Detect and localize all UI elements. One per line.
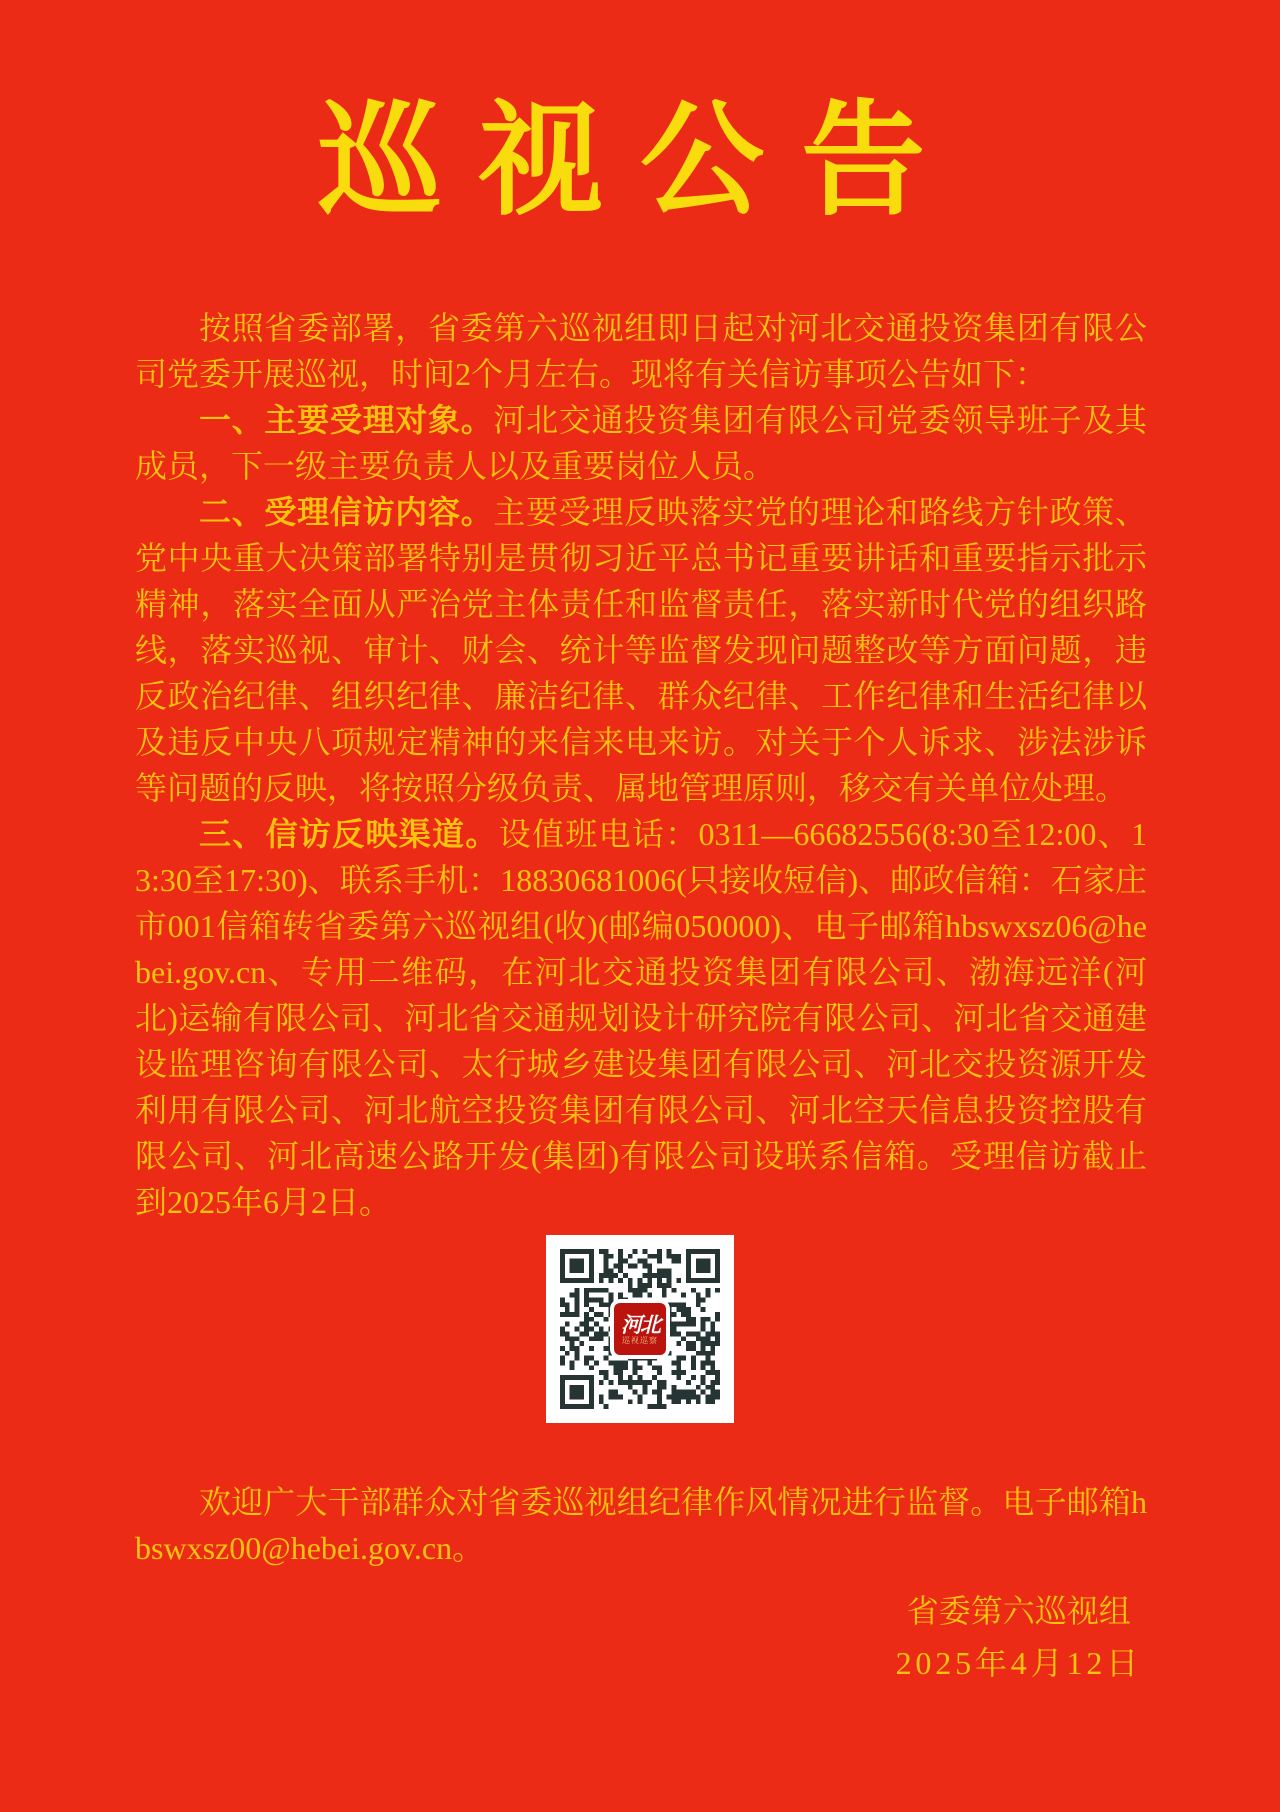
section-3-text: 设值班电话：0311—66682556(8:30至12:00、13:30至17:30)、联系手机：18830681006(只接收短信)、邮政信箱：石家庄市001信箱转省委第六巡视组(收)(邮编050000)、电子邮箱hbswxsz06@hebei.gov.cn、专用二维码，在河北交通投资集团有限公司、渤海远洋(河北)运输有限公司、河北省交通规划设计研究院有限公司、河北省交通建设监理咨询有限公司、太行城乡建设集团有限公司、河北交投资源开发利用有限公司、河北航空投资集团有限公司、河北空天信息投资控股有限公司、河北高速公路开发(集团)有限公司设联系信箱。受理信访截止到2025年6月2日。	[135, 816, 1147, 1221]
qr-logo-text-big: 河北	[621, 1313, 659, 1338]
qr-section	[0, 1235, 1280, 1423]
qr-center-logo	[614, 1303, 666, 1355]
signature-org: 省委第六巡视组	[906, 1593, 1131, 1630]
page-title: 巡视公告	[317, 93, 963, 230]
section-3	[135, 811, 1147, 1225]
supervision-paragraph: 欢迎广大干部群众对省委巡视组纪律作风情况进行监督。电子邮箱hbswxsz00@hebei.gov.cn。	[135, 1484, 1147, 1567]
section-1-text: 河北交通投资集团有限公司党委领导班子及其成员，下一级主要负责人以及重要岗位人员。	[135, 402, 1147, 485]
intro-paragraph: 按照省委部署，省委第六巡视组即日起对河北交通投资集团有限公司党委开展巡视，时间2个月左右。现将有关信访事项公告如下：	[135, 310, 1147, 393]
qr-logo-text-small: 巡视巡察	[622, 1336, 658, 1346]
signature-date: 2025年4月12日	[895, 1645, 1142, 1682]
signature-block	[896, 1585, 1142, 1689]
section-2	[135, 489, 1147, 811]
announcement-body	[135, 305, 1147, 1225]
section-2-text: 主要受理反映落实党的理论和路线方针政策、党中央重大决策部署特别是贯彻习近平总书记重要讲话和重要指示批示精神，落实全面从严治党主体责任和监督责任，落实新时代党的组织路线，落实巡视、审计、财会、统计等监督发现问题整改等方面问题，违反政治纪律、组织纪律、廉洁纪律、群众纪律、工作纪律和生活纪律以及违反中央八项规定精神的来信来电来访。对关于个人诉求、涉法涉诉等问题的反映，将按照分级负责、属地管理原则，移交有关单位处理。	[135, 494, 1147, 807]
qr-code	[546, 1235, 734, 1423]
section-1	[135, 397, 1147, 489]
section-3-heading: 三、信访反映渠道。	[199, 816, 499, 853]
section-1-heading: 一、主要受理对象。	[199, 402, 494, 439]
section-2-heading: 二、受理信访内容。	[199, 494, 494, 531]
